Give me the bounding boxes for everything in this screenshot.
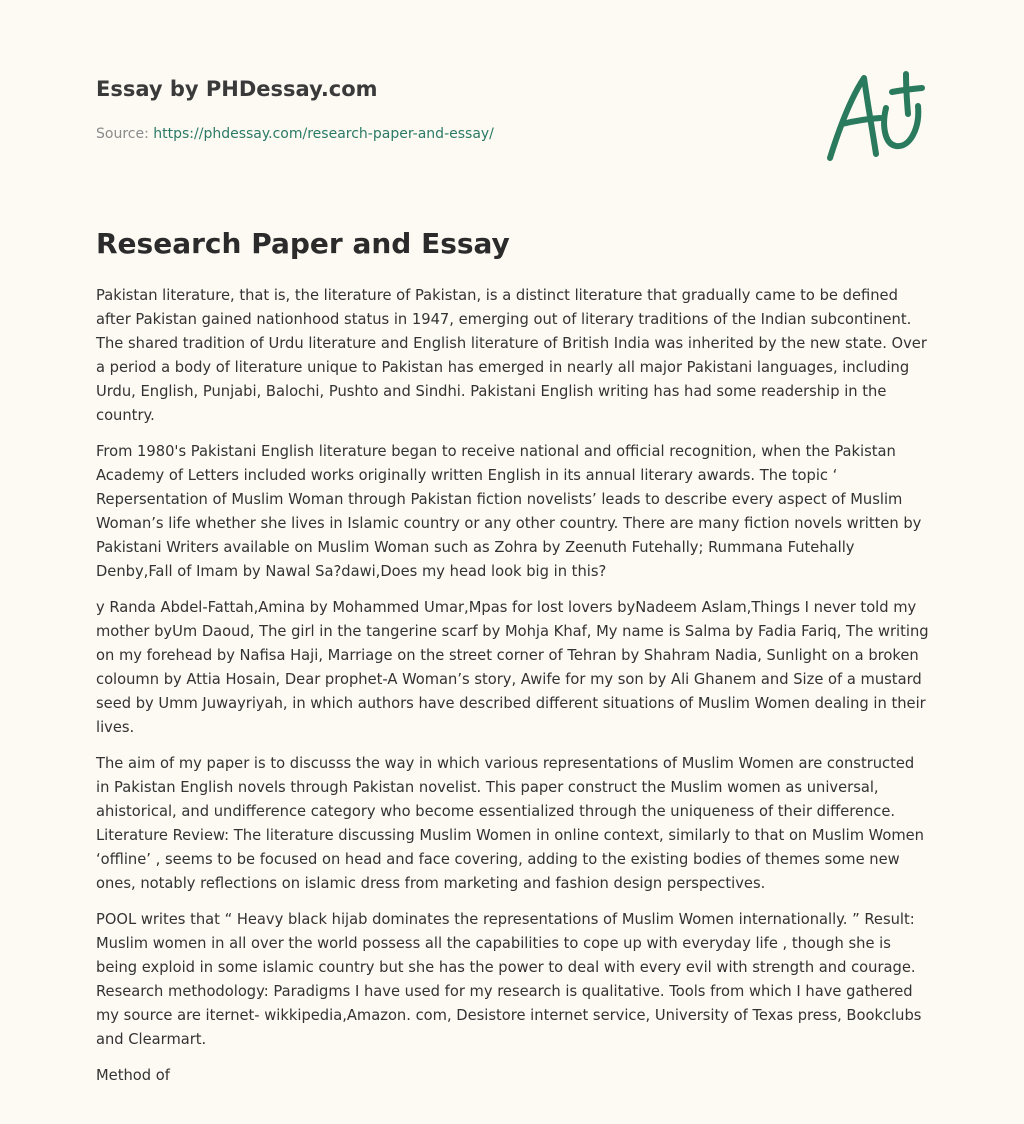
- paragraph: The aim of my paper is to discusss the way in which various representations of Muslim Women are constructed in Pakistan English novels through Pakistan novelist. This paper construct the Muslim women as universal, ahistorical, and undifference category who become essentialized through the uniqueness of their difference. Literature Review: The literature discussing Muslim Women in online context, similarly to that on Muslim Women ‘offline’ , seems to be focused on head and face covering, adding to the existing bodies of themes some new ones, notably reflections on islamic dress from marketing and fashion design perspectives.: [96, 755, 924, 892]
- a-plus-icon: [820, 66, 930, 166]
- paragraph: From 1980's Pakistani English literature began to receive national and official recognition, when the Pakistan Academy of Letters included works originally written English in its annual literary awards. The topic ‘ Repersentation of Muslim Woman through Pakistan fiction novelists’ leads to describe every aspect of Muslim Woman’s life whether she lives in Islamic country or any other country. There are many fiction novels written by Pakistani Writers available on Muslim Woman such as Zohra by Zeenuth Futehally; Rummana Futehally Denby,Fall of Imam by Nawal Sa?dawi,Does my head look big in this?: [96, 443, 922, 580]
- site-title: Essay by PHDessay.com: [96, 77, 378, 101]
- document-body: [96, 284, 932, 1100]
- paragraph: Pakistan literature, that is, the literature of Pakistan, is a distinct literature that gradually came to be defined after Pakistan gained nationhood status in 1947, emerging out of literary traditions of the Indian subcontinent. The shared tradition of Urdu literature and English literature of British India was inherited by the new state. Over a period a body of literature unique to Pakistan has emerged in nearly all major Pakistani languages, including Urdu, English, Punjabi, Balochi, Pushto and Sindhi. Pakistani English writing has had some readership in the country.: [96, 287, 927, 424]
- source-link[interactable]: https://phdessay.com/research-paper-and-essay/: [153, 126, 494, 142]
- paragraph: POOL writes that “ Heavy black hijab dominates the representations of Muslim Women internationally. ” Result: Muslim women in all over the world possess all the capabilities to cope up with everyday life , though she is being exploid in some islamic country but she has the power to deal with every evil with strength and courage. Research methodology: Paradigms I have used for my research is qualitative. Tools from which I have gathered my source are iternet- wikkipedia,Amazon. com, Desistore internet service, University of Texas press, Bookclubs and Clearmart.: [96, 911, 922, 1048]
- document-title: Research Paper and Essay: [96, 227, 510, 260]
- source-line: [96, 124, 494, 144]
- paragraph: Method of: [96, 1067, 170, 1084]
- paragraph: y Randa Abdel-Fattah,Amina by Mohammed Umar,Mpas for lost lovers byNadeem Aslam,Things I never told my mother byUm Daoud, The girl in the tangerine scarf by Mohja Khaf, My name is Salma by Fadia Fariq, The writing on my forehead by Nafisa Haji, Marriage on the street corner of Tehran by Shahram Nadia, Sunlight on a broken coloumn by Attia Hosain, Dear prophet-A Woman’s story, Awife for my son by Ali Ghanem and Size of a mustard seed by Umm Juwayriyah, in which authors have described different situations of Muslim Women dealing in their lives.: [96, 599, 929, 736]
- site-header: [96, 74, 796, 142]
- source-label: Source:: [96, 126, 149, 142]
